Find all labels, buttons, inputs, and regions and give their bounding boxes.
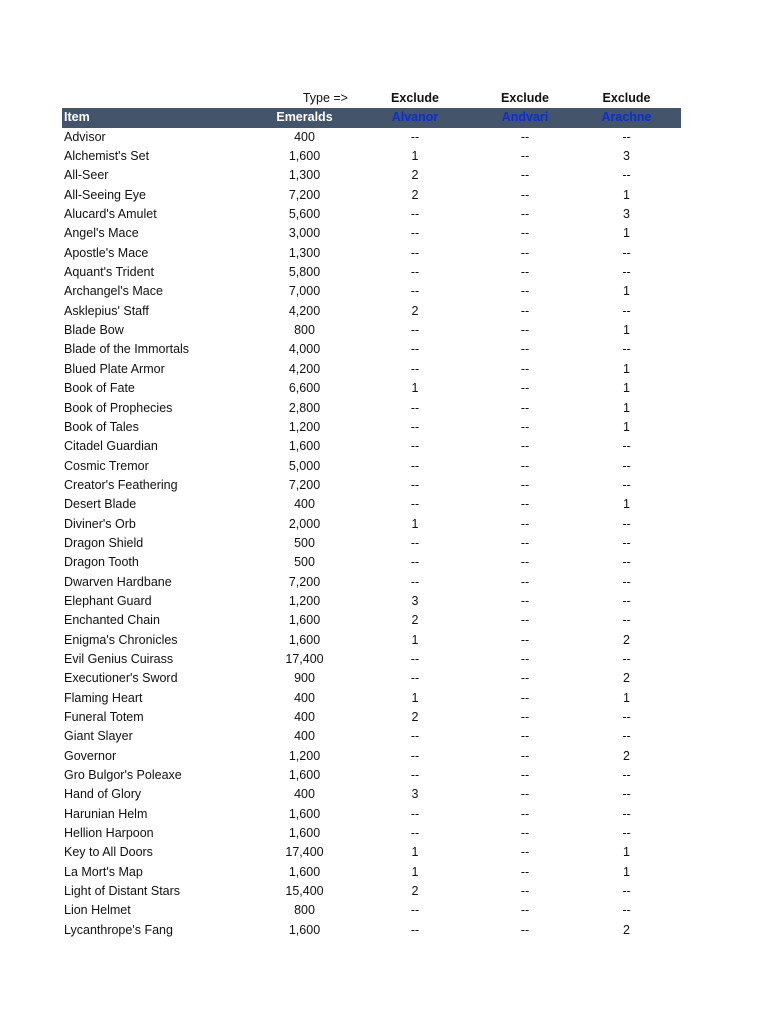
alvanor-value: -- <box>410 323 420 338</box>
table-row <box>62 166 681 185</box>
item-name: La Mort's Map <box>64 864 143 879</box>
arachne-value: -- <box>622 265 631 280</box>
alvanor-value: 1 <box>411 381 419 396</box>
emeralds-value: 400 <box>294 690 315 705</box>
item-name: Dragon Tooth <box>64 555 139 570</box>
emeralds-value: 500 <box>294 535 315 550</box>
arachne-value: -- <box>622 535 631 550</box>
emeralds-value: 4,200 <box>288 303 321 318</box>
table-row <box>62 824 681 843</box>
emeralds-value: 400 <box>294 129 315 144</box>
arachne-value: 3 <box>623 207 630 222</box>
alvanor-value: -- <box>410 555 420 570</box>
header-emeralds: Emeralds <box>276 110 333 125</box>
item-name: Alchemist's Set <box>64 149 150 164</box>
item-name: Executioner's Sword <box>64 671 178 686</box>
table-row <box>62 708 681 727</box>
type-exclude-andvari: Exclude <box>501 91 549 105</box>
arachne-value: -- <box>622 651 631 666</box>
item-name: Blade Bow <box>64 323 124 338</box>
arachne-value: 1 <box>623 361 630 376</box>
emeralds-value: 500 <box>294 555 315 570</box>
table-row <box>62 747 681 766</box>
item-name: Angel's Mace <box>64 226 139 241</box>
andvari-value: -- <box>520 574 530 589</box>
alvanor-value: -- <box>410 651 420 666</box>
andvari-value: -- <box>520 265 530 280</box>
arachne-value: -- <box>622 593 631 608</box>
table-row <box>62 592 681 611</box>
alvanor-value: -- <box>410 574 420 589</box>
alvanor-value: -- <box>410 226 420 241</box>
arachne-value: -- <box>622 729 631 744</box>
table-row <box>62 785 681 804</box>
andvari-value: -- <box>520 845 530 860</box>
emeralds-value: 1,600 <box>288 439 321 454</box>
arachne-value: 1 <box>623 381 630 396</box>
alvanor-value: -- <box>410 826 420 841</box>
emeralds-value: 7,200 <box>288 477 321 492</box>
item-name: Cosmic Tremor <box>64 458 149 473</box>
andvari-value: -- <box>520 555 530 570</box>
arachne-value: -- <box>622 574 631 589</box>
alvanor-value: -- <box>410 439 420 454</box>
item-name: Lycanthrope's Fang <box>64 922 173 937</box>
alvanor-value: -- <box>410 497 420 512</box>
andvari-value: -- <box>520 439 530 454</box>
table-row <box>62 244 681 263</box>
item-name: Flaming Heart <box>64 690 143 705</box>
table-row <box>62 147 681 166</box>
emeralds-value: 800 <box>294 903 315 918</box>
arachne-value: -- <box>622 129 631 144</box>
emeralds-value: 5,800 <box>288 265 321 280</box>
table-row <box>62 573 681 592</box>
andvari-value: -- <box>520 303 530 318</box>
andvari-value: -- <box>520 284 530 299</box>
andvari-value: -- <box>520 671 530 686</box>
spacer-cell <box>62 89 257 108</box>
table-row <box>62 399 681 418</box>
andvari-value: -- <box>520 458 530 473</box>
table-row <box>62 437 681 456</box>
emeralds-value: 1,200 <box>288 748 321 763</box>
alvanor-value: 1 <box>411 690 419 705</box>
item-name: Dwarven Hardbane <box>64 574 172 589</box>
arachne-value: -- <box>622 439 631 454</box>
table-row <box>62 843 681 862</box>
table-row <box>62 727 681 746</box>
arachne-value: -- <box>622 245 631 260</box>
andvari-value: -- <box>520 477 530 492</box>
type-row <box>62 89 681 108</box>
alvanor-value: -- <box>410 748 420 763</box>
emeralds-value: 7,000 <box>288 284 321 299</box>
table-row <box>62 340 681 359</box>
andvari-value: -- <box>520 207 530 222</box>
arachne-value: -- <box>622 768 631 783</box>
alvanor-value: -- <box>410 806 420 821</box>
arachne-value: -- <box>622 168 631 183</box>
arachne-value: 1 <box>623 497 630 512</box>
item-name: Blued Plate Armor <box>64 361 165 376</box>
emeralds-value: 1,200 <box>288 419 321 434</box>
emeralds-value: 1,600 <box>288 613 321 628</box>
emeralds-value: 1,300 <box>288 245 321 260</box>
emeralds-value: 1,600 <box>288 632 321 647</box>
item-name: Apostle's Mace <box>64 245 149 260</box>
emeralds-value: 1,200 <box>288 593 321 608</box>
arachne-value: 1 <box>623 864 630 879</box>
alvanor-value: -- <box>410 729 420 744</box>
item-name: Advisor <box>64 129 106 144</box>
arachne-value: 1 <box>623 187 630 202</box>
emeralds-value: 900 <box>294 671 315 686</box>
item-name: Evil Genius Cuirass <box>64 651 174 666</box>
alvanor-value: -- <box>410 477 420 492</box>
table-row <box>62 321 681 340</box>
arachne-value: -- <box>622 555 631 570</box>
arachne-value: -- <box>622 710 631 724</box>
arachne-value: 1 <box>623 284 630 299</box>
item-name: Book of Prophecies <box>64 400 173 415</box>
alvanor-value: -- <box>410 284 420 299</box>
type-label: Type => <box>302 91 348 105</box>
alvanor-value: 3 <box>411 593 419 608</box>
arachne-value: 1 <box>623 323 630 338</box>
item-name: Creator's Feathering <box>64 477 178 492</box>
emeralds-value: 1,600 <box>288 864 321 879</box>
alvanor-value: 2 <box>411 168 419 183</box>
arachne-value: -- <box>622 458 631 473</box>
table-row <box>62 495 681 514</box>
andvari-value: -- <box>520 323 530 338</box>
header-arachne: Arachne <box>601 110 652 125</box>
andvari-value: -- <box>520 168 530 183</box>
andvari-value: -- <box>520 342 530 357</box>
arachne-value: -- <box>622 884 631 899</box>
item-name: Hand of Glory <box>64 787 142 802</box>
table-row <box>62 805 681 824</box>
andvari-value: -- <box>520 149 530 164</box>
andvari-value: -- <box>520 748 530 763</box>
table-row <box>62 515 681 534</box>
table-row <box>62 282 681 301</box>
header-item: Item <box>64 110 90 125</box>
arachne-value: 1 <box>623 400 630 415</box>
arachne-value: -- <box>622 477 631 492</box>
arachne-value: 2 <box>623 671 630 686</box>
table-row <box>62 669 681 688</box>
andvari-value: -- <box>520 768 530 783</box>
alvanor-value: 2 <box>411 303 419 318</box>
andvari-value: -- <box>520 632 530 647</box>
arachne-value: 1 <box>623 419 630 434</box>
table-row <box>62 128 681 147</box>
alvanor-value: -- <box>410 129 420 144</box>
item-name: Hellion Harpoon <box>64 826 154 841</box>
arachne-value: 2 <box>623 748 630 763</box>
andvari-value: -- <box>520 903 530 918</box>
item-name: Book of Tales <box>64 419 139 434</box>
andvari-value: -- <box>520 516 530 531</box>
table-row <box>62 689 681 708</box>
table-row <box>62 476 681 495</box>
arachne-value: -- <box>622 613 631 628</box>
andvari-value: -- <box>520 226 530 241</box>
table-row <box>62 457 681 476</box>
item-name: Citadel Guardian <box>64 439 158 454</box>
arachne-value: 1 <box>623 690 630 705</box>
arachne-value: -- <box>622 806 631 821</box>
alvanor-value: -- <box>410 400 420 415</box>
type-exclude-alvanor: Exclude <box>391 91 439 105</box>
item-name: Archangel's Mace <box>64 284 163 299</box>
item-name: Alucard's Amulet <box>64 207 157 222</box>
emeralds-value: 400 <box>294 497 315 512</box>
item-name: Asklepius' Staff <box>64 303 149 318</box>
andvari-value: -- <box>520 729 530 744</box>
header-alvanor: Alvanor <box>391 110 439 125</box>
header-row <box>62 108 681 127</box>
alvanor-value: -- <box>410 361 420 376</box>
alvanor-value: 2 <box>411 884 419 899</box>
emeralds-value: 800 <box>294 323 315 338</box>
item-name: Governor <box>64 748 117 763</box>
table-row <box>62 882 681 901</box>
item-name: All-Seeing Eye <box>64 187 146 202</box>
andvari-value: -- <box>520 593 530 608</box>
alvanor-value: 1 <box>411 516 419 531</box>
emeralds-value: 5,000 <box>288 458 321 473</box>
andvari-value: -- <box>520 613 530 628</box>
andvari-value: -- <box>520 400 530 415</box>
alvanor-value: 1 <box>411 864 419 879</box>
andvari-value: -- <box>520 690 530 705</box>
item-name: Giant Slayer <box>64 729 133 744</box>
emeralds-value: 400 <box>294 787 315 802</box>
andvari-value: -- <box>520 806 530 821</box>
emeralds-value: 1,600 <box>288 826 321 841</box>
andvari-value: -- <box>520 129 530 144</box>
table-row <box>62 611 681 630</box>
item-name: Enchanted Chain <box>64 613 160 628</box>
andvari-value: -- <box>520 826 530 841</box>
arachne-value: 1 <box>623 845 630 860</box>
table-row <box>62 360 681 379</box>
alvanor-value: -- <box>410 207 420 222</box>
table-row <box>62 186 681 205</box>
table-row <box>62 901 681 920</box>
arachne-value: 1 <box>623 226 630 241</box>
emeralds-value: 2,800 <box>288 400 321 415</box>
alvanor-value: -- <box>410 768 420 783</box>
table-row <box>62 631 681 650</box>
alvanor-value: 1 <box>411 845 419 860</box>
item-name: Gro Bulgor's Poleaxe <box>64 768 182 783</box>
table-row <box>62 553 681 572</box>
emeralds-value: 7,200 <box>288 187 321 202</box>
emeralds-value: 1,300 <box>288 168 321 183</box>
table-row <box>62 224 681 243</box>
andvari-value: -- <box>520 864 530 879</box>
arachne-value: -- <box>622 787 631 802</box>
item-name: Key to All Doors <box>64 845 153 860</box>
alvanor-value: 2 <box>411 710 419 724</box>
andvari-value: -- <box>520 419 530 434</box>
emeralds-value: 1,600 <box>288 149 321 164</box>
emeralds-value: 4,200 <box>288 361 321 376</box>
item-name: Desert Blade <box>64 497 137 512</box>
arachne-value: 2 <box>623 632 630 647</box>
andvari-value: -- <box>520 884 530 899</box>
arachne-value: -- <box>622 303 631 318</box>
table-body <box>62 128 681 940</box>
alvanor-value: -- <box>410 419 420 434</box>
alvanor-value: 3 <box>411 787 419 802</box>
emeralds-value: 17,400 <box>285 845 324 860</box>
arachne-value: 2 <box>623 922 630 937</box>
table-row <box>62 379 681 398</box>
table-row <box>62 263 681 282</box>
item-name: Book of Fate <box>64 381 135 396</box>
andvari-value: -- <box>520 922 530 937</box>
item-name: Aquant's Trident <box>64 265 154 280</box>
header-andvari: Andvari <box>501 110 549 125</box>
table-row <box>62 863 681 882</box>
item-name: Elephant Guard <box>64 593 152 608</box>
emeralds-value: 400 <box>294 710 315 724</box>
andvari-value: -- <box>520 381 530 396</box>
alvanor-value: -- <box>410 245 420 260</box>
item-name: Diviner's Orb <box>64 516 136 531</box>
emeralds-value: 2,000 <box>288 516 321 531</box>
item-name: Enigma's Chronicles <box>64 632 178 647</box>
alvanor-value: 1 <box>411 149 419 164</box>
item-name: Dragon Shield <box>64 535 144 550</box>
table-row <box>62 534 681 553</box>
arachne-value: -- <box>622 516 631 531</box>
arachne-value: -- <box>622 903 631 918</box>
item-exclusion-table <box>62 89 681 940</box>
arachne-value: 3 <box>623 149 630 164</box>
andvari-value: -- <box>520 361 530 376</box>
arachne-value: -- <box>622 342 631 357</box>
item-name: Funeral Totem <box>64 710 144 724</box>
emeralds-value: 6,600 <box>288 381 321 396</box>
alvanor-value: -- <box>410 903 420 918</box>
alvanor-value: 2 <box>411 613 419 628</box>
andvari-value: -- <box>520 787 530 802</box>
andvari-value: -- <box>520 187 530 202</box>
emeralds-value: 1,600 <box>288 768 321 783</box>
emeralds-value: 15,400 <box>285 884 324 899</box>
alvanor-value: -- <box>410 671 420 686</box>
emeralds-value: 5,600 <box>288 207 321 222</box>
alvanor-value: -- <box>410 342 420 357</box>
table-row <box>62 418 681 437</box>
emeralds-value: 1,600 <box>288 806 321 821</box>
table-row <box>62 205 681 224</box>
emeralds-value: 7,200 <box>288 574 321 589</box>
table-row <box>62 650 681 669</box>
andvari-value: -- <box>520 535 530 550</box>
table-row <box>62 766 681 785</box>
table-row <box>62 921 681 940</box>
alvanor-value: -- <box>410 265 420 280</box>
emeralds-value: 17,400 <box>285 651 324 666</box>
emeralds-value: 400 <box>294 729 315 744</box>
alvanor-value: -- <box>410 922 420 937</box>
andvari-value: -- <box>520 651 530 666</box>
emeralds-value: 1,600 <box>288 922 321 937</box>
emeralds-value: 4,000 <box>288 342 321 357</box>
alvanor-value: 2 <box>411 187 419 202</box>
alvanor-value: -- <box>410 535 420 550</box>
item-name: Light of Distant Stars <box>64 884 181 899</box>
andvari-value: -- <box>520 245 530 260</box>
emeralds-value: 3,000 <box>288 226 321 241</box>
item-name: Blade of the Immortals <box>64 342 190 357</box>
type-exclude-arachne: Exclude <box>602 91 651 105</box>
table-row <box>62 302 681 321</box>
item-name: Harunian Helm <box>64 806 148 821</box>
arachne-value: -- <box>622 826 631 841</box>
item-name: All-Seer <box>64 168 109 183</box>
alvanor-value: -- <box>410 458 420 473</box>
item-name: Lion Helmet <box>64 903 131 918</box>
alvanor-value: 1 <box>411 632 419 647</box>
andvari-value: -- <box>520 710 530 724</box>
andvari-value: -- <box>520 497 530 512</box>
